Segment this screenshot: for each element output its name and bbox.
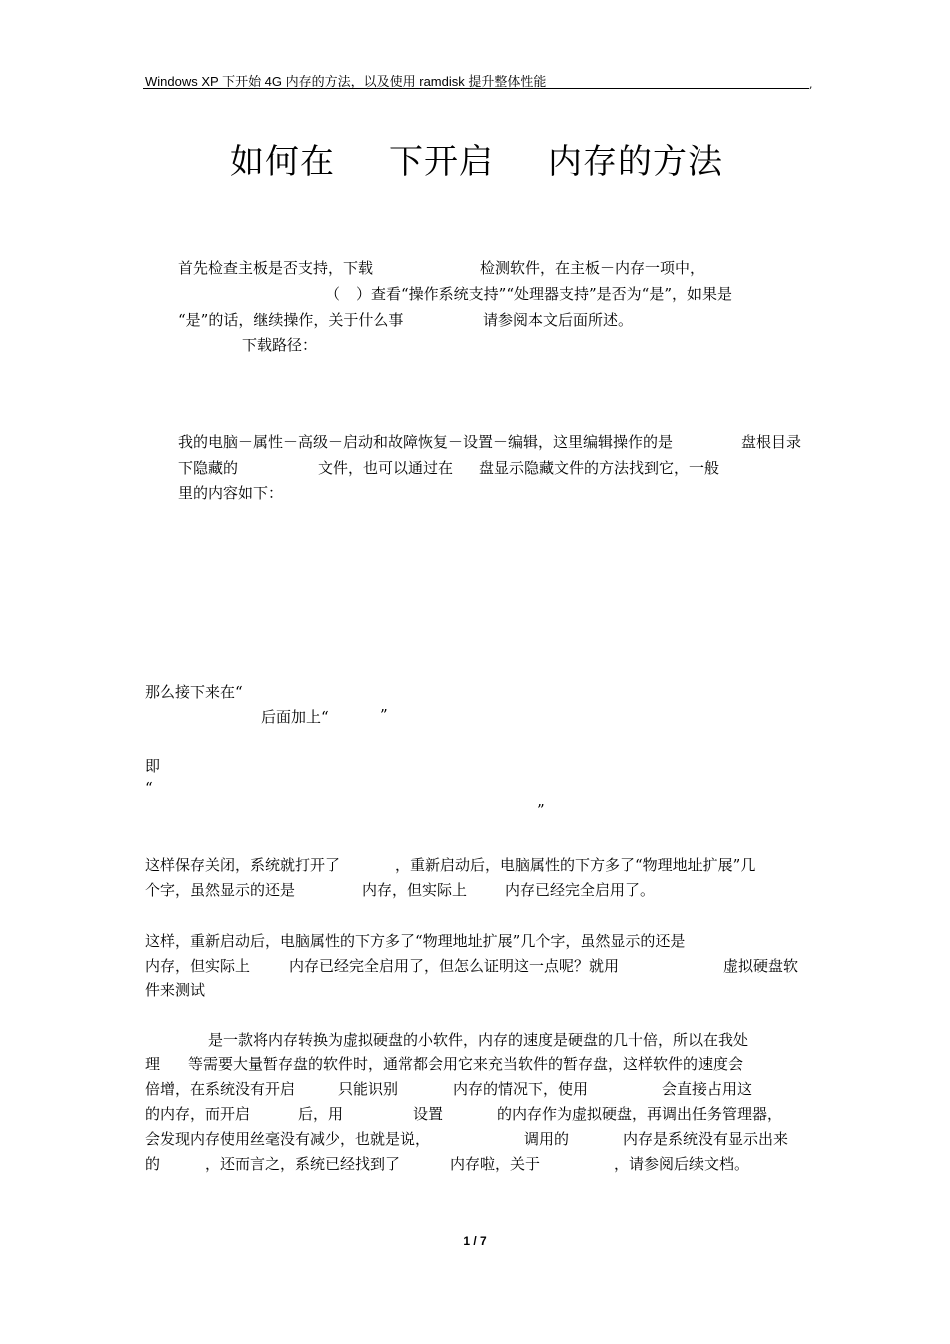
download-path-label: 下载路径：: [242, 336, 318, 354]
text-line: 内存，但实际上: [362, 881, 468, 899]
text-line: 会直接占用这: [662, 1080, 753, 1098]
text-line: 检测软件，在主板－内存一项中，: [480, 259, 706, 277]
text-line: 盘显示隐藏文件的方法找到它，一般: [479, 459, 720, 477]
title-part-1: 如何在: [230, 142, 335, 182]
text-line: 个字，虽然显示的还是: [145, 881, 296, 899]
text-line: 请参阅本文后面所述。: [483, 311, 634, 329]
text-line: 我的电脑－属性－高级－启动和故障恢复－设置－编辑，这里编辑操作的是: [178, 433, 674, 451]
text-line: 设置: [413, 1105, 444, 1123]
text-line: 调用的: [524, 1130, 570, 1148]
text-line: 的: [145, 1155, 161, 1173]
title-part-3: 内存的方法: [548, 142, 723, 182]
text-line: 是一款将内存转换为虚拟硬盘的小软件，内存的速度是硬盘的几十倍，所以在我处: [208, 1031, 749, 1049]
text-line: ，重新启动后，电脑属性的下方多了“物理地址扩展”几: [395, 856, 756, 874]
text-line: 倍增，在系统没有开启: [145, 1080, 296, 1098]
text-line: 的内存，而开启: [145, 1105, 251, 1123]
text-line: 的内存作为虚拟硬盘，再调出任务管理器，: [497, 1105, 783, 1123]
text-line: 件来测试: [145, 981, 206, 999]
text-line: 里的内容如下：: [178, 484, 284, 502]
title-part-2: 下开启: [389, 142, 494, 182]
text-line: 盘根目录: [741, 433, 802, 451]
text-line: 下隐藏的: [178, 459, 239, 477]
text-line: 这样，重新启动后，电脑属性的下方多了“物理地址扩展”几个字，虽然显示的还是: [145, 932, 686, 950]
text-line: 后面加上“: [261, 708, 329, 726]
page-header: Windows XP 下开始 4G 内存的方法，以及使用 ramdisk 提升整体性能: [145, 74, 547, 89]
text-line: ，请参阅后续文档。: [614, 1155, 750, 1173]
text-line: ）查看“操作系统支持”“处理器支持”是否为“是”，如果是: [356, 285, 733, 303]
text-line: 那么接下来在“: [145, 683, 243, 701]
text-line: 文件，也可以通过在: [318, 459, 454, 477]
text-line: ”: [537, 801, 545, 819]
text-line: 理: [145, 1055, 161, 1073]
text-line: 内存啦，关于: [450, 1155, 541, 1173]
text-line: 只能识别: [338, 1080, 399, 1098]
text-line: 后，用: [298, 1105, 344, 1123]
text-line: 内存已经完全启用了。: [505, 881, 656, 899]
text-line: 这样保存关闭，系统就打开了: [145, 856, 341, 874]
text-line: 内存是系统没有显示出来: [623, 1130, 789, 1148]
text-line: ”: [380, 706, 388, 724]
text-line: 内存的情况下，使用: [453, 1080, 589, 1098]
text-line: “是”的话，继续操作，关于什么事: [178, 311, 404, 329]
text-line: （: [325, 285, 341, 303]
text-line: 虚拟硬盘软: [723, 957, 799, 975]
header-mark: ,: [809, 78, 813, 91]
page-number: 1 / 7: [463, 1234, 487, 1248]
text-line: 等需要大量暂存盘的软件时，通常都会用它来充当软件的暂存盘，这样软件的速度会: [188, 1055, 744, 1073]
text-line: 会发现内存使用丝毫没有减少，也就是说，: [145, 1130, 431, 1148]
text-line: “: [145, 779, 153, 797]
header-divider: [143, 88, 809, 89]
text-line: 内存已经完全启用了，但怎么证明这一点呢？就用: [289, 957, 620, 975]
text-line: 即: [145, 757, 161, 775]
text-line: 首先检查主板是否支持，下载: [178, 259, 374, 277]
text-line: 内存，但实际上: [145, 957, 251, 975]
text-line: ，还而言之，系统已经找到了: [205, 1155, 401, 1173]
